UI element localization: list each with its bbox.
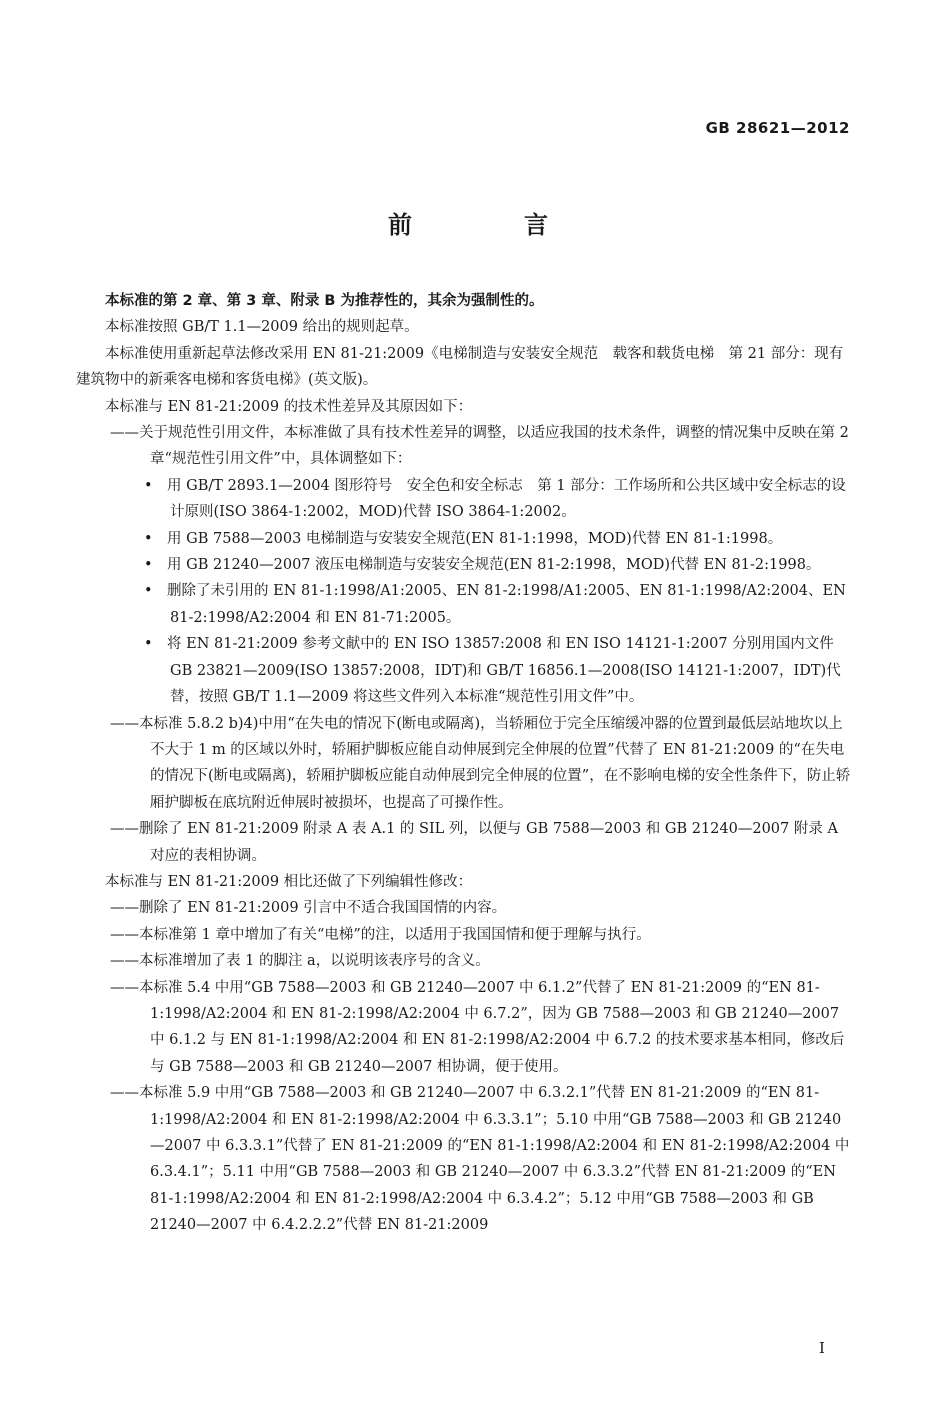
bullet-item: • 删除了未引用的 EN 81-1:1998/A1:2005、EN 81-2:1998/A1:2005、EN 81-1:1998/A2:2004、EN 81-2:1998/A2:2004 和 EN 81-71:2005。 [144,583,846,626]
dash-item: ——本标准 5.4 中用“GB 7588—2003 和 GB 21240—2007 中 6.1.2”代替了 EN 81-21:2009 的“EN 81-1:1998/A2:2004 和 EN 81-2:1998/A2:2004 中 6.7.2”，因为 GB 7588—2003 和 GB 21240—2007 中 6.1.2 与 EN 81-1:1998/A2:2004 和 EN 81-2:1998/A2:2004 中 6.7.2 的技术要求基本相同，修改后与 GB 7588—2003 和 GB 21240—2007 相协调，便于使用。 [110,979,845,1075]
document-body [76,288,852,1239]
dash-item: ——本标准第 1 章中增加了有关“电梯”的注，以适用于我国国情和便于理解与执行。 [110,926,651,943]
bullet-item: • 用 GB 7588—2003 电梯制造与安装安全规范(EN 81-1:1998，MOD)代替 EN 81-1:1998。 [144,530,783,547]
standard-code: GB 28621—2012 [705,119,850,137]
paragraph: 本标准与 EN 81-21:2009 相比还做了下列编辑性修改： [105,873,473,890]
dash-item: ——删除了 EN 81-21:2009 附录 A 表 A.1 的 SIL 列，以便与 GB 7588—2003 和 GB 21240—2007 附录 A 对应的表相协调。 [110,821,838,864]
bullet-item: • 用 GB 21240—2007 液压电梯制造与安装安全规范(EN 81-2:1998，MOD)代替 EN 81-2:1998。 [144,557,821,574]
bullet-item: • 用 GB/T 2893.1—2004 图形符号 安全色和安全标志 第 1 部分：工作场所和公共区域中安全标志的设计原则(ISO 3864-1:2002，MOD)代替 ISO 3864-1:2002。 [144,477,846,521]
page-title: 前 言 [388,211,592,239]
page-number: I [819,1339,825,1357]
dash-item: ——本标准增加了表 1 的脚注 a，以说明该表序号的含义。 [110,953,490,970]
paragraph: 本标准使用重新起草法修改采用 EN 81-21:2009《电梯制造与安装安全规范 载客和载货电梯 第 21 部分：现有建筑物中的新乘客电梯和客货电梯》(英文版)。 [76,345,844,389]
dash-item: ——本标准 5.8.2 b)4)中用“在失电的情况下(断电或隔离)，当轿厢位于完全压缩缓冲器的位置到最低层站地坎以上不大于 1 m 的区域以外时，轿厢护脚板应能自动伸展到完全伸展的位置”代替了 EN 81-21:2009 的“在失电的情况下(断电或隔离)，轿厢护脚板应能自动伸展到完全伸展的位置”，在不影响电梯的安全性条件下，防止轿厢护脚板在底坑附近伸展时被损坏，也提高了可操作性。 [110,715,851,811]
paragraph: 本标准按照 GB/T 1.1—2009 给出的规则起草。 [105,319,419,336]
bullet-item: • 将 EN 81-21:2009 参考文献中的 EN ISO 13857:2008 和 EN ISO 14121-1:2007 分别用国内文件 GB 23821—2009(ISO 13857:2008，IDT)和 GB/T 16856.1—2008(ISO 14121-1:2007，IDT)代替，按照 GB/T 1.1—2009 将这些文件列入本标准“规范性引用文件”中。 [144,636,841,706]
dash-item: ——关于规范性引用文件，本标准做了具有技术性差异的调整，以适应我国的技术条件，调整的情况集中反映在第 2 章“规范性引用文件”中，具体调整如下： [110,425,849,468]
dash-item: ——删除了 EN 81-21:2009 引言中不适合我国国情的内容。 [110,900,507,917]
paragraph: 本标准的第 2 章、第 3 章、附录 B 为推荐性的，其余为强制性的。 [105,293,544,309]
paragraph: 本标准与 EN 81-21:2009 的技术性差异及其原因如下： [105,398,473,415]
dash-item: ——本标准 5.9 中用“GB 7588—2003 和 GB 21240—2007 中 6.3.2.1”代替 EN 81-21:2009 的“EN 81-1:1998/A2:2004 和 EN 81-2:1998/A2:2004 中 6.3.3.1”；5.10 中用“GB 7588—2003 和 GB 21240—2007 中 6.3.3.1”代替了 EN 81-21:2009 的“EN 81-1:1998/A2:2004 和 EN 81-2:1998/A2:2004 中 6.3.4.1”；5.11 中用“GB 7588—2003 和 GB 21240—2007 中 6.3.3.2”代替 EN 81-21:2009 的“EN 81-1:1998/A2:2004 和 EN 81-2:1998/A2:2004 中 6.3.4.2”；5.12 中用“GB 7588—2003 和 GB 21240—2007 中 6.4.2.2.2”代替 EN 81-21:2009 [110,1085,850,1234]
